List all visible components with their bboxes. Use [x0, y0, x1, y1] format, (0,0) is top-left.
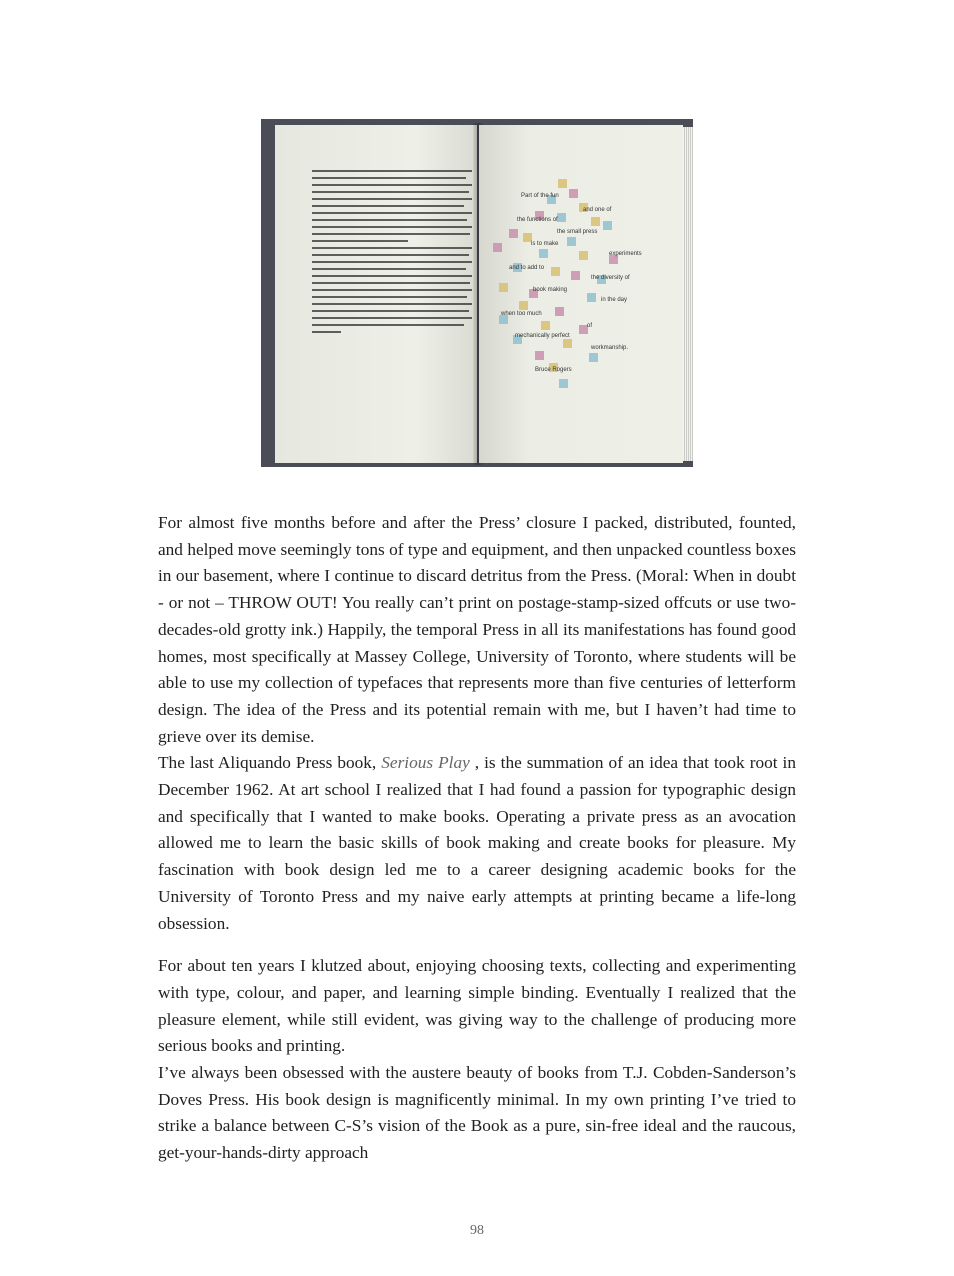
photo-caption-word: the diversity of [591, 275, 630, 281]
right-book-page [479, 125, 683, 463]
photo-caption-word: mechanically perfect [515, 333, 570, 339]
photo-caption-word: is to make [531, 241, 559, 247]
paragraph: For almost five months before and after the Press’ closure I packed, distributed, founted, and helped move seemingly tons of type and equipment, and then unpacked countless boxes in our basement, where I continue to discard detritus from the Press. (Moral: When in doubt - or not – THROW OUT! You really can’t print on postage-stamp-sized offcuts or use two-decades-old grotty ink.) Happily, the temporal Press in all its manifestations has found good homes, most specifically at Massey College, University of Toronto, where students will be able to use my collection of typefaces that represents more than five centuries of letterform design. The idea of the Press and its potential remain with me, but I haven’t had time to grieve over its demise. [158, 513, 796, 746]
photo-caption-word: when too much [501, 311, 542, 317]
left-page-text-block [312, 170, 472, 338]
page-edges [683, 127, 693, 461]
photo-caption-word: Bruce Rogers [535, 367, 572, 373]
photo-caption-word: experiments [609, 251, 642, 257]
photo-caption-word: the functions of [517, 217, 558, 223]
paragraph-text: , is the summation of an idea that took root in December 1962. At art school I realized that I had found a passion for typographic design and specifically that I wanted to make books. Operating a private press as an avocation allowed me to learn the basic skills of book making and create books for pleasure. My fascination with book design led me to a career designing academic books for the University of Toronto Press and my naive early attempts at printing became a life-long obsession. [158, 753, 796, 933]
photo-caption-word: book making [533, 287, 568, 293]
photo-caption-word: and to add to [509, 265, 545, 271]
paragraph: For about ten years I klutzed about, enjoying choosing texts, collecting and experimenting with type, colour, and paper, and learning simple binding. Eventually I realized that the pleasure element, while still evident, was giving way to the challenge of producing more serious books and printing. [158, 956, 796, 1056]
paragraph: I’ve always been obsessed with the austere beauty of books from T.J. Cobden-Sanderson’s Doves Press. His book design is magnificently minimal. In my own printing I’ve tried to strike a balance between C-S’s vision of the Book as a pure, sin-free ideal and the raucous, get-your-hands-dirty approach [158, 1063, 796, 1163]
photo-caption-word: of [587, 323, 593, 329]
photo-caption-word: workmanship. [591, 345, 629, 351]
photo-caption-word: the small press [557, 229, 598, 235]
paragraph-text: The last Aliquando Press book, [158, 753, 382, 773]
page-number: 98 [470, 1223, 484, 1238]
article-body [158, 510, 796, 1167]
book-title: Serious Play [381, 753, 470, 773]
photo-caption-word: Part of the fun [521, 193, 559, 199]
book-photograph [261, 119, 693, 467]
paragraph [158, 750, 796, 937]
photo-caption-word: and one of [583, 207, 612, 213]
photo-caption-word: in the day [601, 297, 628, 303]
left-book-page [275, 125, 477, 463]
